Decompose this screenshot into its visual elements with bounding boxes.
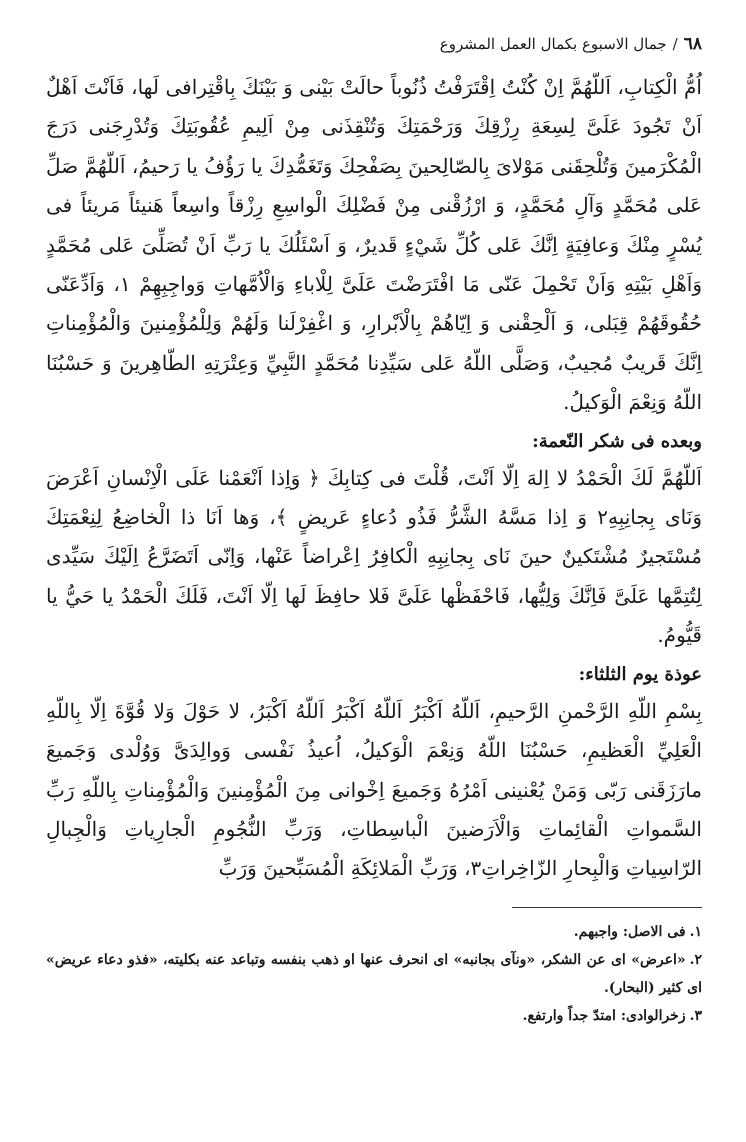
running-header xyxy=(46,34,702,58)
header-separator: / xyxy=(672,35,678,53)
supplication-paragraph-1: اُمُّ الْكِتابِ، اَللّهُمَّ اِنْ كُنْتُ اِقْتَرَفْتُ ذُنُوباً حالَتْ بَيْنى وَ بَيْنَكَ بِاقْتِرافى لَها، فَاَنْتَ اَهْلٌ اَنْ تَجُودَ عَلَىَّ لِسِعَةِ رِزْقِكَ وَرَحْمَتِكَ وَتُنْقِذَنى مِنْ اَلِيمِ عُقُوبَتِكَ وَتُدْرِجَنى دَرَجَ الْمُكْرَمينَ وَتُلْحِقَنى مَوْلاىَ بِالصّالِحينَ بِصَفْحِكَ وَتَغَمُّدِكَ يا رَؤُفُ يا رَحيمُ، اَللّهُمَّ صَلِّ عَلى مُحَمَّدٍ وَآلِ مُحَمَّدٍ، وَ ارْزُقْنى مِنْ فَضْلِكَ الْواسِعِ رِزْقاً واسِعاً هَنيئاً مَريئاً فى يُسْرٍ مِنْكَ وَعافِيَةٍ اِنَّكَ عَلى كُلِّ شَيْءٍ قَديرٌ، وَ اَسْئَلُكَ يا رَبِّ اَنْ تُصَلِّىَ عَلى مُحَمَّدٍ وَاَهْلِ بَيْتِهِ وَاَنْ تَحْمِلَ عَنّى مَا افْتَرَضْتَ عَلَىَّ لِلْاباءِ وَالْاُمَّهاتِ وَواجِبِهِمْ ١، وَاَدِّعَنّى حُقُوقَهُمْ قِبَلى، وَ اَلْحِقْنى وَ اِيّاهُمْ بِالْاَبْرارِ، وَ اغْفِرْلَنا وَلَهُمْ وَلِلْمُؤْمِنينَ وَالْمُؤْمِناتِ اِنَّكَ قَريبٌ مُجيبٌ، وَصَلَّى اللّهُ عَلى سَيِّدِنا مُحَمَّدٍ النَّبِيِّ وَعِتْرَتِهِ الطّاهِرينَ وَ حَسْبُنَا اللّهُ وَنِعْمَ الْوَكيلُ. xyxy=(46,75,703,415)
footnote-3 xyxy=(46,1002,702,1030)
supplication-paragraph-2: اَللّهُمَّ لَكَ الْحَمْدُ لا اِلهَ اِلّا اَنْتَ، قُلْتَ فى كِتابِكَ ﴿ وَاِذا اَنْعَمْنا عَلَى الْاِنْسانِ اَعْرَضَ وَنَاى بِجانِبِهِ٢ وَ اِذا مَسَّهُ الشَّرُّ فَذُو دُعاءٍ عَريضٍ ﴾، وَها اَنَا ذا الْخاضِعُ لِنِعْمَتِكَ مُسْتَجيرٌ مُشْتَكينٌ حينَ نَاى بِجانِبِهِ الْكافِرُ اِعْراضاً عَنْها، وَاِنّى اَتَضَرَّعُ اِلَيْكَ سَيِّدى لِتُتِمَّها عَلَىَّ فَاِنَّكَ وَلِيُّها، فَاحْفَظْها عَلَىَّ فَلا حافِظَ لَها اِلّا اَنْتَ، فَلَكَ الْحَمْدُ يا حَيُّ يا قَيُّومُ. xyxy=(46,465,702,648)
footnote-text: زخرالوادى: امتدّ جداً وارتفع. xyxy=(522,1007,686,1024)
footnote-text: فى الاصل: واجبهم. xyxy=(573,923,686,940)
supplication-paragraph-3: بِسْمِ اللّهِ الرَّحْمنِ الرَّحيمِ، اَللّهُ اَكْبَرُ اَللّهُ اَكْبَرُ اَللّهُ اَكْبَرُ، لا حَوْلَ وَلا قُوَّةَ اِلّا بِاللّهِ الْعَلِيِّ الْعَظيمِ، حَسْبُنَا اللّهُ وَنِعْمَ الْوَكيلُ، اُعيذُ نَفْسى وَوالِدَىَّ وَوُلْدى وَجَميعَ مارَزَقَنى رَبّى وَمَنْ يُعْنينى اَمْرُهُ وَجَميعَ اِخْوانى مِنَ الْمُؤْمِنينَ وَالْمُؤْمِناتِ بِاللّهِ رَبِّ السَّمواتِ الْقائِماتِ وَالْاَرَضينَ الْباسِطاتِ، وَرَبِّ النُّجُومِ الْجارِياتِ وَالْجِبالِ الرّاسِياتِ وَالْبِحارِ الزّاخِراتِ٣، وَرَبِّ الْمَلائِكَةِ الْمُسَبِّحينَ وَرَبِّ xyxy=(46,698,702,881)
footnote-divider xyxy=(512,907,702,908)
footnote-2 xyxy=(46,946,702,1002)
page-number: ٦٨ xyxy=(683,34,702,54)
footnote-text: «اعرض» اى عن الشكر، «ونآى بجانبه» اى انحرف عنها او ذهب بنفسه وتباعد عنه بكليته، «فذو دعاء عريض» اى كثير (البحار). xyxy=(46,951,702,996)
footnote-number: ٢. xyxy=(689,951,702,968)
footnote-number: ١. xyxy=(689,923,702,940)
book-title: جمال الاسبوع بكمال العمل المشروع xyxy=(439,35,667,53)
section-heading-gratitude: وبعده فى شكر النّعمة: xyxy=(532,430,702,452)
section-heading-tuesday: عوذة يوم الثلثاء: xyxy=(578,663,702,685)
footnote-1 xyxy=(46,918,702,946)
footnote-number: ٣. xyxy=(689,1007,702,1024)
footnotes xyxy=(46,918,702,1030)
